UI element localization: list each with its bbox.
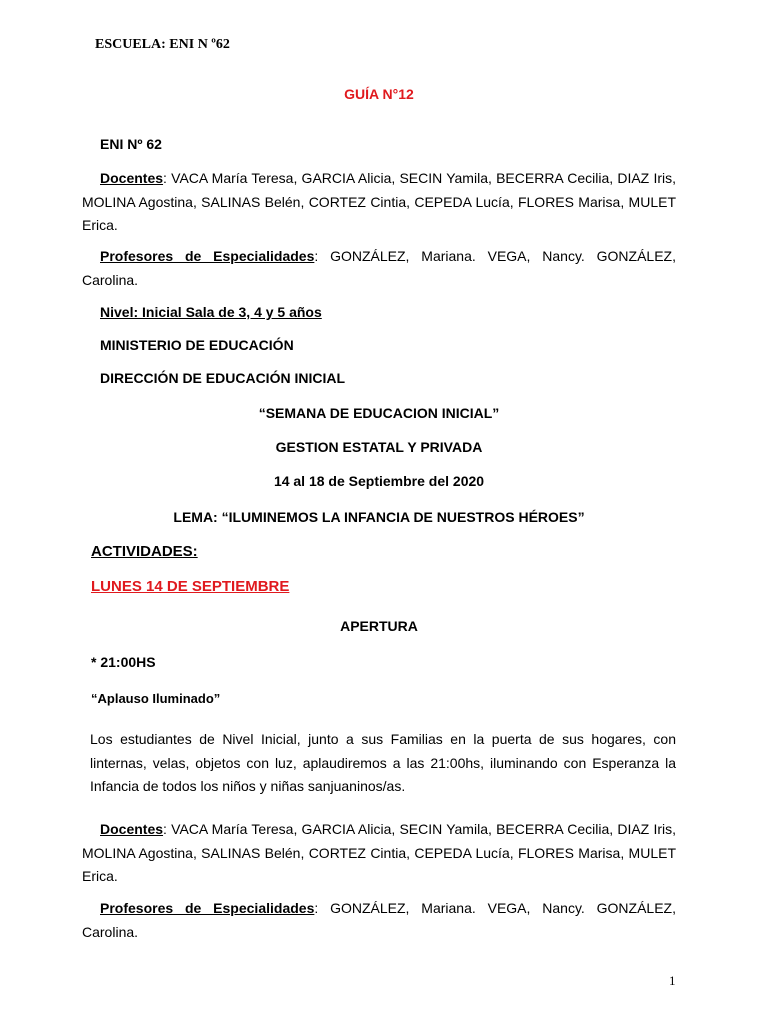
nivel-line: Nivel: Inicial Sala de 3, 4 y 5 años [100, 304, 322, 320]
profesores-label: Profesores de Especialidades [100, 900, 315, 916]
profesores-paragraph-1 [82, 245, 676, 292]
profesores-label: Profesores de Especialidades [100, 248, 315, 264]
activity-description: Los estudiantes de Nivel Inicial, junto a sus Familias en la puerta de sus hogares, con linternas, velas, objetos con luz, aplaudiremos a las 21:00hs, iluminando con Esperanza la Infancia de todos los niños y niñas sanjuaninos/as. [90, 731, 676, 794]
profesores-text: : GONZÁLEZ, Mariana. VEGA, Nancy. GONZÁLEZ, Carolina. [82, 248, 676, 288]
docentes-label: Docentes [100, 170, 164, 186]
direccion-line: DIRECCIÓN DE EDUCACIÓN INICIAL [100, 370, 346, 386]
day-heading: LUNES 14 DE SEPTIEMBRE [91, 578, 290, 595]
docentes-text: : VACA María Teresa, GARCIA Alicia, SECIN Yamila, BECERRA Cecilia, DIAZ Iris, MOLINA Agostina, SALINAS Belén, CORTEZ Cintia, CEPEDA Lucía, FLORES Marisa, MULET Erica. [82, 170, 676, 233]
activity-title: “Aplauso Iluminado” [91, 691, 221, 706]
school-header: ESCUELA: ENI N º62 [95, 37, 230, 52]
school-short-name: ENI Nº 62 [100, 136, 162, 152]
actividades-heading: ACTIVIDADES: [91, 543, 198, 560]
page-number: 1 [669, 973, 676, 988]
profesores-paragraph-2 [82, 897, 676, 944]
docentes-text: : VACA María Teresa, GARCIA Alicia, SECIN Yamila, BECERRA Cecilia, DIAZ Iris, MOLINA Agostina, SALINAS Belén, CORTEZ Cintia, CEPEDA Lucía, FLORES Marisa, MULET Erica. [82, 821, 676, 884]
apertura-heading: APERTURA [340, 618, 418, 634]
docentes-paragraph-2 [82, 818, 676, 889]
docentes-label: Docentes [100, 821, 164, 837]
lema-line: LEMA: “ILUMINEMOS LA INFANCIA DE NUESTROS HÉROES” [173, 509, 585, 525]
docentes-paragraph-1 [82, 167, 676, 238]
guide-title: GUÍA N°12 [344, 86, 414, 102]
fechas-line: 14 al 18 de Septiembre del 2020 [273, 473, 485, 489]
hora-line: * 21:00HS [91, 654, 156, 670]
ministerio-line: MINISTERIO DE EDUCACIÓN [100, 337, 294, 353]
profesores-text: : GONZÁLEZ, Mariana. VEGA, Nancy. GONZÁLEZ, Carolina. [82, 900, 676, 940]
semana-title: “SEMANA DE EDUCACION INICIAL” [258, 405, 500, 421]
gestion-line: GESTION ESTATAL Y PRIVADA [275, 439, 483, 455]
